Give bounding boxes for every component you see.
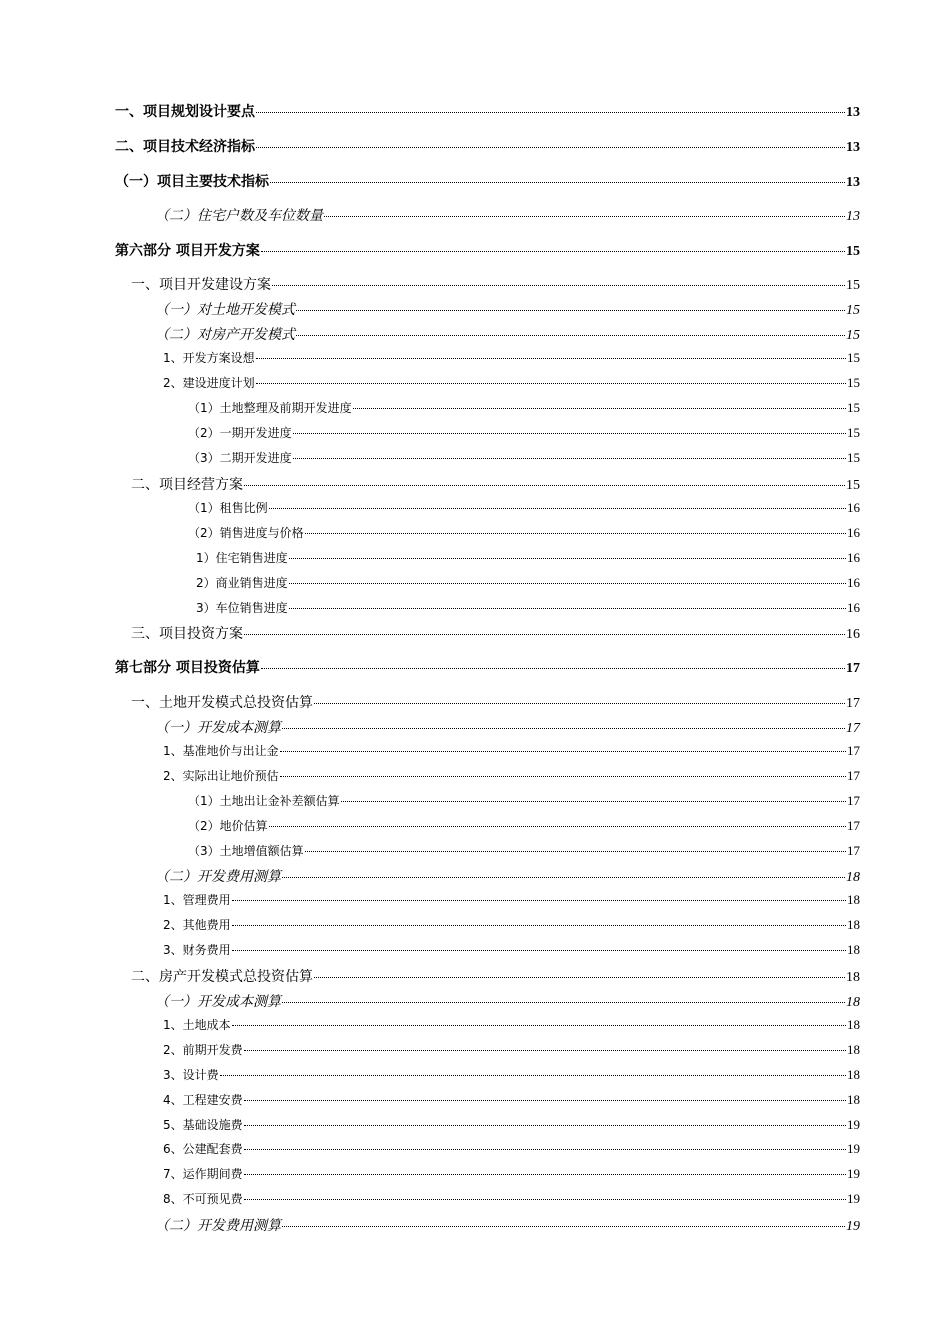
dot-leader [256, 383, 846, 384]
dot-leader [324, 216, 845, 217]
toc-entry-title: （1）土地整理及前期开发进度 [188, 401, 352, 415]
dot-leader [256, 112, 845, 113]
toc-entry-page-number: 17 [847, 743, 860, 758]
dot-leader [289, 558, 846, 559]
dot-leader [269, 508, 846, 509]
dot-leader [256, 358, 846, 359]
toc-entry-page-number: 17 [847, 818, 860, 833]
toc-entry-page-number: 18 [847, 942, 860, 957]
toc-entry-title: 6、公建配套费 [163, 1142, 243, 1156]
toc-entry[interactable] [131, 966, 860, 986]
toc-entry[interactable] [155, 866, 860, 886]
toc-entry-page-number: 15 [846, 478, 860, 493]
toc-entry-page-number: 19 [847, 1166, 860, 1181]
toc-entry[interactable] [163, 767, 860, 784]
dot-leader [270, 182, 845, 183]
toc-entry-page-number: 16 [847, 575, 860, 590]
toc-entry[interactable] [163, 1116, 860, 1133]
toc-entry[interactable] [188, 424, 860, 441]
toc-entry-title: 1、基准地价与出让金 [163, 744, 279, 758]
toc-entry[interactable] [188, 499, 860, 516]
toc-entry-title: 1、管理费用 [163, 893, 231, 907]
toc-entry-page-number: 18 [847, 1017, 860, 1032]
toc-entry-title: 8、不可预见费 [163, 1192, 243, 1206]
toc-entry-page-number: 17 [846, 721, 860, 736]
toc-entry-page-number: 19 [847, 1117, 860, 1132]
dot-leader [353, 408, 846, 409]
toc-entry-page-number: 16 [847, 525, 860, 540]
toc-entry-title: （二）住宅户数及车位数量 [155, 208, 323, 224]
toc-entry-page-number: 17 [846, 696, 860, 711]
toc-entry[interactable] [163, 1041, 860, 1058]
toc-entry-page-number: 16 [846, 627, 860, 642]
toc-entry[interactable] [163, 891, 860, 908]
toc-entry-page-number: 18 [847, 892, 860, 907]
dot-leader [244, 1100, 846, 1101]
dot-leader [296, 335, 845, 336]
toc-entry-page-number: 19 [847, 1191, 860, 1206]
toc-entry-page-number: 15 [847, 400, 860, 415]
toc-entry-title: 2、实际出让地价预估 [163, 769, 279, 783]
toc-entry[interactable] [115, 136, 860, 156]
dot-leader [244, 1199, 846, 1200]
toc-entry-page-number: 18 [847, 1092, 860, 1107]
toc-entry[interactable] [163, 1091, 860, 1108]
toc-entry-title: 第七部分 项目投资估算 [115, 660, 260, 676]
toc-entry-page-number: 18 [846, 970, 860, 985]
dot-leader [244, 1125, 846, 1126]
toc-entry[interactable] [188, 399, 860, 416]
toc-entry-title: 5、基础设施费 [163, 1118, 243, 1132]
toc-entry-title: 4、工程建安费 [163, 1093, 243, 1107]
toc-entry-title: 1）住宅销售进度 [196, 551, 288, 565]
toc-entry-title: （一）开发成本测算 [155, 994, 281, 1010]
toc-entry[interactable] [196, 574, 860, 591]
dot-leader [305, 851, 846, 852]
toc-entry-page-number: 13 [846, 105, 860, 120]
dot-leader [244, 1050, 846, 1051]
toc-entry-title: 3、财务费用 [163, 943, 231, 957]
toc-entry-title: （二）开发费用测算 [155, 869, 281, 885]
dot-leader [293, 458, 846, 459]
toc-entry-page-number: 18 [847, 1042, 860, 1057]
toc-entry[interactable] [155, 1215, 860, 1235]
toc-entry[interactable] [115, 240, 860, 260]
toc-entry[interactable] [131, 274, 860, 294]
dot-leader [280, 776, 846, 777]
toc-entry-title: 二、项目经营方案 [131, 477, 243, 493]
toc-entry-title: （3）二期开发进度 [188, 451, 292, 465]
toc-entry-title: 7、运作期间费 [163, 1167, 243, 1181]
toc-entry-title: 2、前期开发费 [163, 1043, 243, 1057]
toc-entry[interactable] [131, 623, 860, 643]
toc-entry-page-number: 16 [847, 600, 860, 615]
toc-entry-page-number: 17 [846, 661, 860, 676]
dot-leader [244, 485, 845, 486]
toc-entry-title: （二）对房产开发模式 [155, 327, 295, 343]
toc-entry[interactable] [163, 1190, 860, 1207]
toc-entry-title: 二、房产开发模式总投资估算 [131, 969, 313, 985]
toc-entry[interactable] [188, 817, 860, 834]
toc-entry[interactable] [155, 205, 860, 225]
toc-entry-page-number: 15 [847, 350, 860, 365]
dot-leader [289, 583, 846, 584]
toc-entry-title: （3）土地增值额估算 [188, 844, 304, 858]
dot-leader [282, 1226, 845, 1227]
toc-entry[interactable] [163, 742, 860, 759]
dot-leader [256, 147, 845, 148]
toc-entry[interactable] [131, 692, 860, 712]
toc-entry-page-number: 13 [846, 175, 860, 190]
toc-entry[interactable] [163, 1165, 860, 1182]
toc-entry[interactable] [163, 1140, 860, 1157]
toc-entry-page-number: 19 [847, 1141, 860, 1156]
toc-entry-page-number: 17 [847, 793, 860, 808]
toc-entry-title: 2）商业销售进度 [196, 576, 288, 590]
toc-entry-title: （2）销售进度与价格 [188, 526, 304, 540]
toc-entry-title: 3）车位销售进度 [196, 601, 288, 615]
toc-entry[interactable] [163, 1066, 860, 1083]
dot-leader [305, 533, 846, 534]
toc-entry-title: （1）土地出让金补差额估算 [188, 794, 340, 808]
toc-entry[interactable] [163, 374, 860, 391]
toc-entry-page-number: 15 [846, 303, 860, 318]
dot-leader [296, 310, 845, 311]
toc-entry[interactable] [155, 324, 860, 344]
toc-entry-title: 1、开发方案设想 [163, 351, 255, 365]
dot-leader [289, 608, 846, 609]
toc-entry-title: （一）对土地开发模式 [155, 302, 295, 318]
toc-entry-page-number: 17 [847, 843, 860, 858]
dot-leader [244, 1149, 846, 1150]
toc-entry-page-number: 17 [847, 768, 860, 783]
dot-leader [282, 877, 845, 878]
toc-entry-title: （一）开发成本测算 [155, 720, 281, 736]
dot-leader [293, 433, 846, 434]
toc-entry[interactable] [155, 717, 860, 737]
dot-leader [269, 826, 846, 827]
toc-entry-page-number: 15 [847, 375, 860, 390]
dot-leader [280, 751, 846, 752]
toc-entry-page-number: 16 [847, 500, 860, 515]
toc-entry-page-number: 19 [846, 1219, 860, 1234]
toc-entry[interactable] [163, 1016, 860, 1033]
toc-entry[interactable] [155, 991, 860, 1011]
dot-leader [232, 1025, 846, 1026]
toc-entry-page-number: 15 [846, 328, 860, 343]
toc-entry[interactable] [131, 474, 860, 494]
toc-entry[interactable] [196, 549, 860, 566]
toc-entry[interactable] [115, 171, 860, 191]
toc-entry[interactable] [188, 449, 860, 466]
dot-leader [232, 950, 846, 951]
toc-entry-title: 一、项目规划设计要点 [115, 104, 255, 120]
dot-leader [220, 1075, 846, 1076]
toc-entry-title: （二）开发费用测算 [155, 1218, 281, 1234]
toc-entry[interactable] [155, 299, 860, 319]
toc-entry-page-number: 18 [847, 1067, 860, 1082]
toc-entry[interactable] [163, 941, 860, 958]
dot-leader [314, 703, 845, 704]
toc-entry-title: 二、项目技术经济指标 [115, 139, 255, 155]
toc-entry-page-number: 13 [846, 140, 860, 155]
toc-entry-page-number: 13 [846, 209, 860, 224]
toc-entry[interactable] [163, 916, 860, 933]
toc-entry-title: 一、土地开发模式总投资估算 [131, 695, 313, 711]
toc-entry[interactable] [115, 101, 860, 121]
dot-leader [272, 285, 845, 286]
toc-entry-title: 三、项目投资方案 [131, 626, 243, 642]
toc-entry-title: （一）项目主要技术指标 [115, 174, 269, 190]
toc-entry[interactable] [188, 842, 860, 859]
toc-entry-page-number: 15 [846, 244, 860, 259]
toc-entry[interactable] [188, 524, 860, 541]
toc-entry-page-number: 15 [847, 425, 860, 440]
dot-leader [232, 900, 846, 901]
toc-entry[interactable] [188, 792, 860, 809]
dot-leader [244, 634, 845, 635]
toc-entry-page-number: 15 [846, 278, 860, 293]
toc-entry[interactable] [115, 657, 860, 677]
dot-leader [282, 728, 845, 729]
dot-leader [244, 1174, 846, 1175]
toc-entry-page-number: 18 [847, 917, 860, 932]
toc-entry-title: 2、其他费用 [163, 918, 231, 932]
toc-entry-title: （1）租售比例 [188, 501, 268, 515]
dot-leader [314, 977, 845, 978]
dot-leader [282, 1002, 845, 1003]
dot-leader [341, 801, 846, 802]
toc-entry-title: 2、建设进度计划 [163, 376, 255, 390]
dot-leader [261, 251, 845, 252]
toc-entry-title: 1、土地成本 [163, 1018, 231, 1032]
toc-entry[interactable] [163, 349, 860, 366]
toc-entry-title: （2）一期开发进度 [188, 426, 292, 440]
toc-entry-page-number: 16 [847, 550, 860, 565]
toc-entry-page-number: 18 [846, 995, 860, 1010]
toc-entry-title: （2）地价估算 [188, 819, 268, 833]
dot-leader [232, 925, 846, 926]
toc-entry-title: 3、设计费 [163, 1068, 219, 1082]
toc-entry-page-number: 18 [846, 870, 860, 885]
toc-entry-title: 一、项目开发建设方案 [131, 277, 271, 293]
dot-leader [261, 668, 845, 669]
toc-entry[interactable] [196, 599, 860, 616]
toc-entry-page-number: 15 [847, 450, 860, 465]
toc-entry-title: 第六部分 项目开发方案 [115, 243, 260, 259]
